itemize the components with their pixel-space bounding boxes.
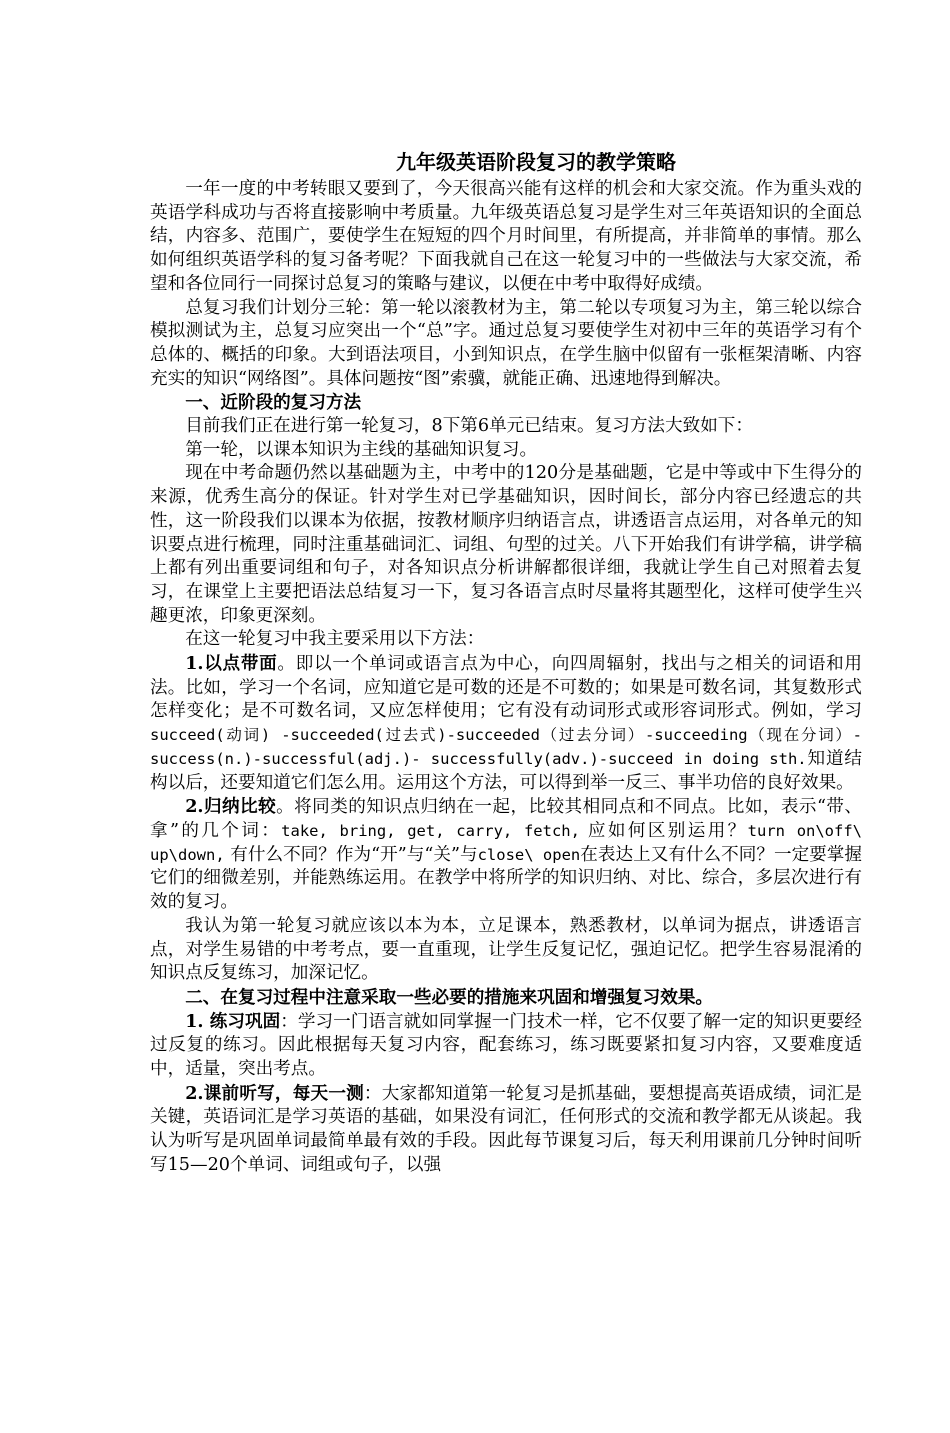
method-2-text-d: 在表达上又有什么不同？一定要掌握它们的细微差别，并能熟练运用。在教学中将所学的知识归纳、对比、综合，多层次进行有效的复习。 (150, 844, 862, 913)
method-2-label: 2.归纳比较 (185, 796, 277, 818)
section-heading-2: 二、在复习过程中注意采取一些必要的措施来巩固和增强复习效果。 (185, 986, 714, 1008)
paragraph-round-one: 第一轮，以课本知识为主线的基础知识复习。 (185, 439, 538, 460)
document-page (150, 148, 862, 1178)
paragraph-progress: 目前我们正在进行第一轮复习，8下第6单元已结束。复习方法大致如下： (185, 416, 753, 437)
paragraph-intro: 一年一度的中考转眼又要到了，今天很高兴能有这样的机会和大家交流。作为重头戏的英语学科成功与否将直接影响中考质量。九年级英语总复习是学生对三年英语知识的全面总结，内容多、范围广，要使学生在短短的四个月时间里，有所提高，并非简单的事情。那么如何组织英语学科的复习备考呢？下面我就自己在这一轮复习中的一些做法与大家交流，希望和各位同行一同探讨总复习的策略与建议，以便在中考中取得好成绩。 (150, 179, 862, 294)
method-2-code-b: turn on\off\ up\down, (150, 821, 863, 864)
method-1-label: 1.以点带面 (185, 653, 278, 675)
step-1-text: ：学习一门语言就如同掌握一门技术一样，它不仅要了解一定的知识更要经过反复的练习。因此根据每天复习内容，配套练习，练习既要紧扣复习内容，又要难度适中，适量，突出考点。 (150, 1011, 862, 1080)
step-2-text: ：大家都知道第一轮复习是抓基础，要想提高英语成绩，词汇是关键，英语词汇是学习英语的基础，如果没有词汇，任何形式的交流和教学都无从谈起。我认为听写是巩固单词最简单最有效的手段。因此每节课复习后，每天利用课前几分钟时间听写15—20个单词、词组或句子，以强 (150, 1083, 862, 1175)
section-heading-1: 一、近阶段的复习方法 (185, 392, 362, 414)
method-1-text-b: 知道结构以后，还要知道它们怎么用。运用这个方法，可以得到举一反三、事半功倍的良好效果。 (150, 748, 862, 793)
method-1-code: succeed(动词) -succeeded(过去式)-succeeded（过去分词）-succeeding（现在分词）-success(n.)-successful(adj.)- successfully(adv.)-succeed in doing sth. (150, 726, 862, 768)
paragraph-basics: 现在中考命题仍然以基础题为主，中考中的120分是基础题，它是中等或中下生得分的来源，优秀生高分的保证。针对学生对已学基础知识，因时间长，部分内容已经遗忘的共性，这一阶段我们以课本为依据，按教材顺序归纳语言点，讲透语言点运用，对各单元的知识要点进行梳理，同时注重基础词汇、词组、句型的过关。八下开始我们有讲学稿，讲学稿上都有列出重要词组和句子，对各知识点分析讲解都很详细，我就让学生自己对照着去复习，在课堂上主要把语法总结复习一下，复习各语言点时尽量将其题型化，这样可使学生兴趣更浓，印象更深刻。 (150, 463, 862, 626)
method-2-code-c: close\ open (477, 845, 581, 864)
method-2-text-a: 。将同类的知识点归纳在一起，比较其相同点和不同点。比如，表示“带、拿”的几个词： (150, 797, 862, 841)
method-2-text-c: 有什么不同？作为“开”与“关”与 (224, 844, 478, 865)
paragraph-step-2 (150, 1082, 862, 1178)
step-1-label: 1. 练习巩固 (185, 1010, 281, 1032)
step-2-label: 2.课前听写，每天一测 (185, 1082, 364, 1104)
method-2-text-b: 应如何区别运用？ (579, 820, 748, 841)
method-1-text-a: 。即以一个单词或语言点为中心，向四周辐射，找出与之相关的词语和用法。比如，学习一个名词，应知道它是可数的还是不可数的；如果是可数名词，其复数形式怎样变化；是不可数名词，又应怎样使用；它有没有动词形式或形容词形式。例如，学习 (150, 654, 862, 722)
paragraph-method-2 (150, 795, 862, 915)
method-2-code-a: take, bring, get, carry, fetch, (281, 821, 580, 840)
document-title: 九年级英语阶段复习的教学策略 (396, 150, 676, 174)
paragraph-step-1 (150, 1010, 862, 1082)
paragraph-plan: 总复习我们计划分三轮：第一轮以滚教材为主，第二轮以专项复习为主，第三轮以综合模拟测试为主，总复习应突出一个“总”字。通过总复习要使学生对初中三年的英语学习有个总体的、概括的印象。大到语法项目，小到知识点，在学生脑中似留有一张框架清晰、内容充实的知识“网络图”。具体问题按“图”索骥，就能正确、迅速地得到解决。 (150, 297, 862, 389)
paragraph-summary: 我认为第一轮复习就应该以本为本，立足课本，熟悉教材，以单词为据点，讲透语言点，对学生易错的中考考点，要一直重现，让学生反复记忆，强迫记忆。把学生容易混淆的知识点反复练习，加深记忆。 (150, 915, 862, 984)
paragraph-method-1 (150, 652, 862, 795)
paragraph-methods-intro: 在这一轮复习中我主要采用以下方法： (185, 629, 485, 650)
